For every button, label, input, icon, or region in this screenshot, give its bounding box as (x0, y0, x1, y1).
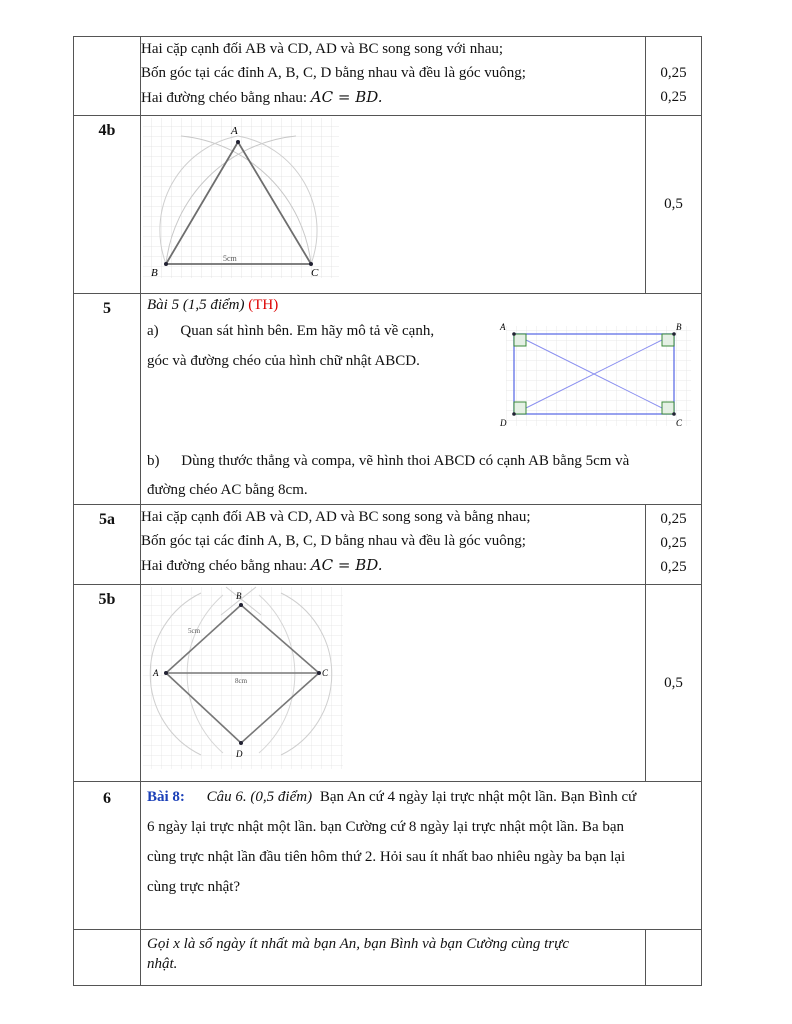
label-d: D (236, 749, 243, 759)
part-b-text: Dùng thước thẳng và compa, vẽ hình thoi ABCD có cạnh AB bằng 5cm và (181, 453, 630, 469)
answer-line: Bốn góc tại các đỉnh A, B, C, D bằng nhau và đều là góc vuông; (141, 65, 526, 81)
math-expression: AC = BD. (310, 556, 383, 574)
right-angle-d (514, 402, 526, 414)
label-b: B (676, 322, 682, 332)
question-cell (141, 294, 702, 505)
rhombus-figure (141, 585, 346, 773)
vertex-d (239, 741, 243, 745)
row-6-answer (74, 930, 702, 986)
vertex-b (672, 332, 676, 336)
vertex-c (317, 671, 321, 675)
answer-line: Hai đường chéo bằng nhau: (141, 90, 311, 106)
label-b: B (236, 591, 242, 601)
vertex-a (236, 140, 240, 144)
vertex-d (512, 412, 516, 416)
answer-text: Gọi x là số ngày ít nhất mà bạn An, bạn Bình và bạn Cường cùng trực (147, 936, 569, 952)
row-label-cell (74, 930, 141, 986)
math-expression: AC = BD. (310, 88, 383, 106)
answer-line: Hai đường chéo bằng nhau: (141, 558, 311, 574)
score-cell (646, 585, 702, 782)
part-a-text: góc và đường chéo của hình chữ nhật ABCD. (147, 353, 420, 369)
score-cell (646, 505, 702, 585)
score-value: 0,5 (664, 196, 683, 212)
row-4a-continued (74, 37, 702, 116)
question-text: Bạn An cứ 4 ngày lại trực nhật một lần. Bạn Bình cứ (319, 789, 637, 805)
diagonal-length-label: 8cm (235, 677, 248, 685)
bai-label: Bài 8: (147, 789, 185, 805)
vertex-c (672, 412, 676, 416)
vertex-b (164, 262, 168, 266)
row-6 (74, 782, 702, 930)
label-a: A (153, 668, 159, 678)
label-b: B (151, 267, 158, 279)
vertex-a (512, 332, 516, 336)
row-5a (74, 505, 702, 585)
figure-cell (141, 585, 646, 782)
part-b-text: đường chéo AC bằng 8cm. (147, 482, 308, 498)
triangle-figure (141, 116, 341, 284)
question-title: Bài 5 (1,5 điểm) (147, 297, 245, 313)
vertex-b (239, 603, 243, 607)
score-cell (646, 116, 702, 294)
part-b-mark: b) (147, 453, 160, 469)
row-5b (74, 585, 702, 782)
answer-line: Bốn góc tại các đỉnh A, B, C, D bằng nhau và đều là góc vuông; (141, 533, 526, 549)
part-a-mark: a) (147, 323, 159, 339)
question-text: cùng trực nhật lần đầu tiên hôm thứ 2. Hỏi sau ít nhất bao nhiêu ngày ba bạn lại (147, 849, 626, 865)
score-cell (646, 930, 702, 986)
score-cell (646, 37, 702, 116)
figure-cell (141, 116, 646, 294)
question-cell (141, 782, 702, 930)
vertex-c (309, 262, 313, 266)
answer-cell (141, 37, 646, 116)
answer-cell (141, 505, 646, 585)
score-value: 0,25 (660, 65, 687, 81)
answer-line: Hai cặp cạnh đối AB và CD, AD và BC song song và bằng nhau; (141, 509, 531, 525)
row-4b (74, 116, 702, 294)
score-value: 0,25 (660, 559, 687, 575)
row-label-cell (74, 37, 141, 116)
row-label: 5 (74, 294, 141, 505)
label-d: D (500, 418, 507, 428)
label-c: C (676, 418, 683, 428)
row-5 (74, 294, 702, 505)
answer-table (73, 36, 702, 986)
rectangle-figure (496, 320, 696, 430)
right-angle-a (514, 334, 526, 346)
question-text: 6 ngày lại trực nhật một lần. bạn Cường cứ 8 ngày lại trực nhật một lần. Ba bạn (147, 819, 625, 835)
label-a: A (231, 125, 238, 137)
question-text: cùng trực nhật? (147, 879, 241, 895)
label-c: C (322, 668, 329, 678)
side-length-label: 5cm (188, 627, 201, 635)
vertex-a (164, 671, 168, 675)
row-label: 5b (74, 585, 141, 782)
part-a-text: Quan sát hình bên. Em hãy mô tả về cạnh, (180, 323, 435, 339)
answer-cell (141, 930, 646, 986)
score-value: 0,25 (660, 511, 687, 527)
score-value: 0,5 (664, 674, 683, 691)
right-angle-c (662, 402, 674, 414)
label-c: C (311, 267, 319, 279)
answer-line: Hai cặp cạnh đối AB và CD, AD và BC song song với nhau; (141, 41, 504, 57)
score-value: 0,25 (660, 535, 687, 551)
right-angle-b (662, 334, 674, 346)
level-tag: (TH) (248, 297, 279, 313)
score-value: 0,25 (660, 89, 687, 105)
cau-label: Câu 6. (0,5 điểm) (206, 789, 313, 805)
label-a: A (500, 322, 506, 332)
length-label: 5cm (223, 254, 237, 263)
answer-text: nhật. (147, 956, 178, 972)
row-label: 4b (74, 116, 141, 294)
row-label: 6 (74, 782, 141, 930)
row-label: 5a (74, 505, 141, 585)
